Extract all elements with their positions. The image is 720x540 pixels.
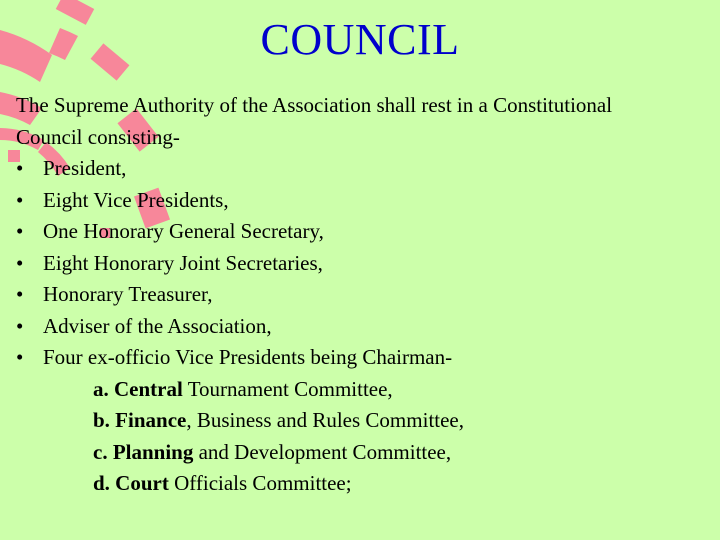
bullet-item: [16, 153, 706, 185]
bullet-icon: •: [16, 156, 24, 180]
sub-item: [16, 405, 706, 437]
bullet-text: Four ex-officio Vice Presidents being Chairman-: [43, 345, 453, 369]
bullet-item: [16, 342, 706, 374]
sub-item-text: Tournament Committee,: [182, 376, 393, 401]
sub-item-label: c. Planning: [93, 439, 194, 464]
bullet-text: One Honorary General Secretary,: [43, 219, 324, 243]
sub-item-label: b. Finance: [93, 408, 187, 432]
bullet-icon: •: [16, 313, 24, 338]
sub-item: [16, 468, 706, 500]
bullet-item: [16, 248, 706, 280]
bullet-icon: •: [16, 282, 24, 306]
sub-item: [16, 374, 706, 406]
bullet-item: [16, 185, 706, 217]
bullet-text: Honorary Treasurer,: [43, 282, 213, 306]
sub-item-text: and Development Committee,: [193, 439, 452, 464]
bullet-item: [16, 279, 706, 311]
bullet-icon: •: [16, 187, 24, 212]
intro-line-1: The Supreme Authority of the Association shall rest in a Constitutional: [16, 93, 613, 117]
sub-item-label: a. Central: [93, 376, 183, 401]
bullet-icon: •: [16, 250, 24, 275]
bullet-text: President,: [43, 156, 127, 180]
slide-body: [16, 90, 706, 500]
sub-item: [16, 437, 706, 469]
bullet-item: [16, 216, 706, 248]
intro-line-2: Council consisting-: [16, 124, 180, 149]
bullet-text: Adviser of the Association,: [43, 313, 272, 338]
bullet-item: [16, 311, 706, 343]
slide-title: COUNCIL: [260, 15, 460, 64]
bullet-text: Eight Vice Presidents,: [43, 187, 229, 212]
bullet-icon: •: [16, 345, 24, 369]
sub-item-label: d. Court: [93, 471, 169, 495]
sub-item-text: , Business and Rules Committee,: [186, 408, 464, 432]
bullet-icon: •: [16, 219, 24, 243]
sub-item-text: Officials Committee;: [168, 471, 352, 495]
bullet-text: Eight Honorary Joint Secretaries,: [43, 250, 323, 275]
